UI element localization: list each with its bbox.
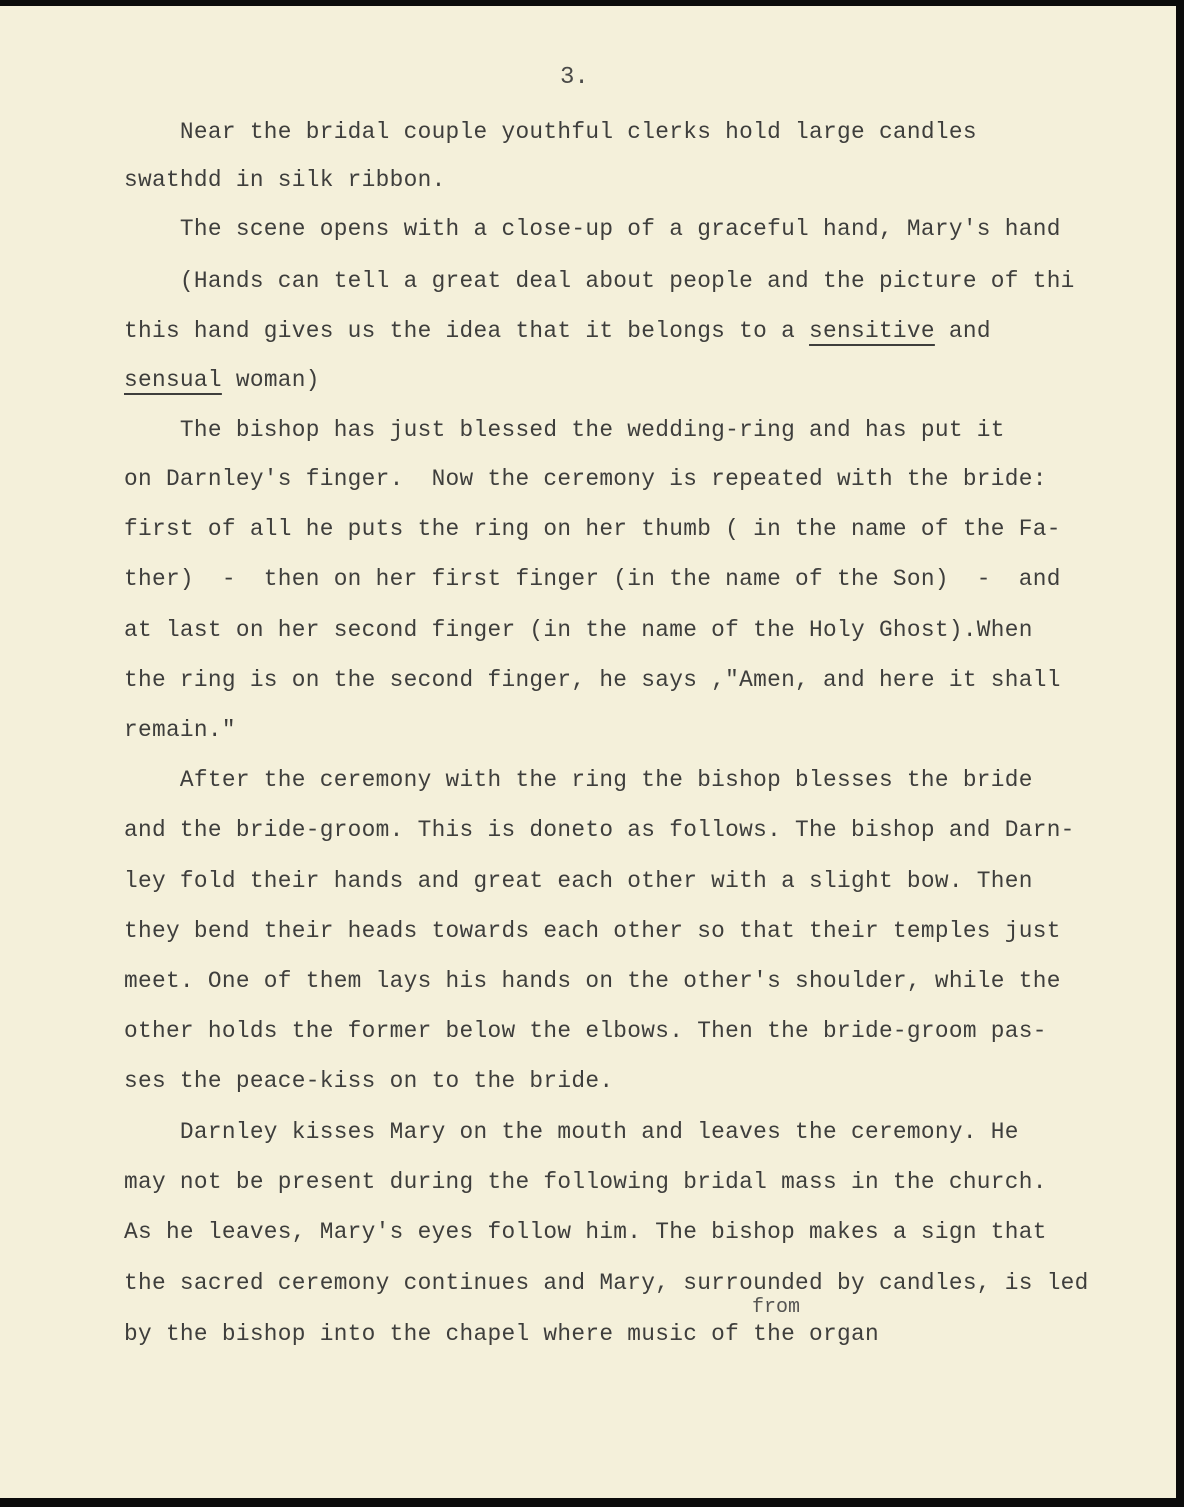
text-segment: this hand gives us the idea that it belongs to a	[124, 318, 810, 344]
text-line: meet. One of them lays his hands on the other's shoulder, while the	[124, 968, 1061, 994]
underlined-word: sensual	[124, 367, 222, 393]
text-line: at last on her second finger (in the name of the Holy Ghost).When	[124, 617, 1033, 643]
text-line: remain."	[124, 717, 236, 743]
text-line: may not be present during the following bridal mass in the church.	[124, 1169, 1047, 1195]
text-line: and the bride-groom. This is doneto as follows. The bishop and Darn-	[124, 817, 1075, 843]
text-line: by the bishop into the chapel where music of the organ	[124, 1321, 879, 1347]
text-line: ley fold their hands and great each other with a slight bow. Then	[124, 868, 1033, 894]
text-line: After the ceremony with the ring the bishop blesses the bride	[124, 767, 1033, 793]
page-number: 3.	[560, 64, 589, 91]
text-line	[124, 369, 320, 392]
text-line: ses the peace-kiss on to the bride.	[124, 1068, 614, 1094]
text-line: Near the bridal couple youthful clerks hold large candles	[124, 119, 977, 145]
text-line: other holds the former below the elbows. Then the bride-groom pas-	[124, 1018, 1047, 1044]
underlined-word: sensitive	[809, 318, 935, 344]
text-line: The scene opens with a close-up of a graceful hand, Mary's hand	[124, 216, 1061, 242]
text-line: Darnley kisses Mary on the mouth and leaves the ceremony. He	[124, 1119, 1019, 1145]
text-line: the sacred ceremony continues and Mary, surrounded by candles, is led	[124, 1270, 1089, 1296]
text-line: As he leaves, Mary's eyes follow him. The bishop makes a sign that	[124, 1219, 1047, 1245]
text-line	[124, 320, 991, 343]
text-segment: woman)	[221, 367, 320, 393]
text-line: on Darnley's finger. Now the ceremony is repeated with the bride:	[124, 466, 1047, 492]
text-line: they bend their heads towards each other so that their temples just	[124, 918, 1061, 944]
text-line: ther) - then on her first finger (in the name of the Son) - and	[124, 566, 1061, 592]
text-line: (Hands can tell a great deal about people and the picture of thi	[124, 268, 1075, 294]
interlinear-insert: from	[752, 1296, 801, 1319]
text-segment: and	[934, 318, 991, 344]
text-line: The bishop has just blessed the wedding-ring and has put it	[124, 417, 1005, 443]
text-line: the ring is on the second finger, he says ,"Amen, and here it shall	[124, 667, 1061, 693]
text-line: swathdd in silk ribbon.	[124, 167, 446, 193]
text-line: first of all he puts the ring on her thumb ( in the name of the Fa-	[124, 516, 1061, 542]
typewritten-page	[0, 6, 1176, 1498]
